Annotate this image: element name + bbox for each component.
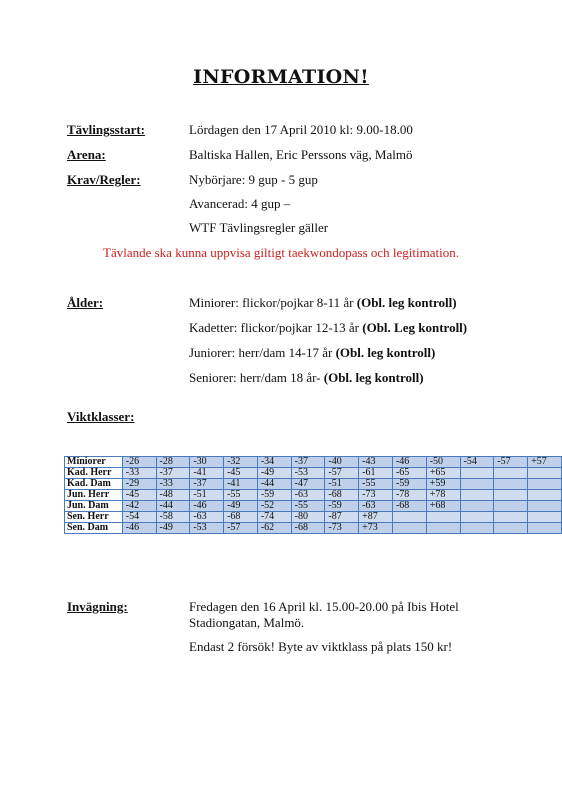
table-cell: -47 [291,479,325,490]
table-row [65,468,562,479]
alder-item: Juniorer: herr/dam 14-17 år (Obl. leg kontroll) [189,345,436,360]
table-cell [494,512,528,523]
row-label: Jun. Dam [65,501,123,512]
table-cell: -37 [291,457,325,468]
table-cell: -33 [156,479,190,490]
table-cell [392,523,426,534]
table-cell: +87 [359,512,393,523]
table-cell [528,468,562,479]
row-label: Jun. Herr [65,490,123,501]
table-cell: -63 [190,512,224,523]
table-cell: -55 [224,490,258,501]
table-cell: +59 [426,479,460,490]
table-cell: +68 [426,501,460,512]
notice-text: Tävlande ska kunna uppvisa giltigt taekwondopass och legitimation. [103,245,459,260]
table-row [65,523,562,534]
invagning-line: Endast 2 försök! Byte av viktklass på plats 150 kr! [189,639,453,654]
table-cell [494,468,528,479]
table-cell: -68 [392,501,426,512]
table-cell: -59 [325,501,359,512]
alder-item: Miniorer: flickor/pojkar 8-11 år (Obl. leg kontroll) [189,295,457,310]
table-cell: -48 [156,490,190,501]
table-cell: -80 [291,512,325,523]
table-cell: -49 [224,501,258,512]
table-cell: -74 [257,512,291,523]
table-cell: -33 [122,468,156,479]
table-cell: -53 [190,523,224,534]
table-cell: -45 [224,468,258,479]
table-cell: -57 [494,457,528,468]
table-cell [528,501,562,512]
table-cell: -40 [325,457,359,468]
table-cell: -68 [291,523,325,534]
table-cell: -59 [257,490,291,501]
table-cell [426,523,460,534]
krav-line: Nybörjare: 9 gup - 5 gup [189,172,318,187]
table-row [65,512,562,523]
table-cell: -57 [325,468,359,479]
arena-value: Baltiska Hallen, Eric Perssons väg, Malmö [189,147,413,162]
row-label: Miniorer [65,457,123,468]
row-label: Kad. Herr [65,468,123,479]
alder-item: Seniorer: herr/dam 18 år- (Obl. leg kontroll) [189,370,424,385]
row-label: Kad. Dam [65,479,123,490]
alder-label: Ålder: [67,295,104,310]
alder-item: Kadetter: flickor/pojkar 12-13 år (Obl. Leg kontroll) [189,320,468,335]
table-cell: -52 [257,501,291,512]
table-cell: -63 [359,501,393,512]
invagning-line: Fredagen den 16 April kl. 15.00-20.00 på Ibis Hotel [189,599,459,614]
table-cell [460,501,494,512]
table-cell: -57 [224,523,258,534]
table-cell [528,490,562,501]
table-cell: -63 [291,490,325,501]
table-cell [494,490,528,501]
table-cell: -73 [359,490,393,501]
table-cell: -54 [460,457,494,468]
krav-label: Krav/Regler: [67,172,141,187]
table-cell: -61 [359,468,393,479]
table-cell: -65 [392,468,426,479]
table-cell: -28 [156,457,190,468]
table-cell [426,512,460,523]
table-cell: -29 [122,479,156,490]
table-cell: -46 [190,501,224,512]
table-cell [528,479,562,490]
table-cell: -42 [122,501,156,512]
viktklasser-label: Viktklasser: [67,409,135,424]
table-cell [460,479,494,490]
table-cell: -43 [359,457,393,468]
table-cell: -46 [122,523,156,534]
table-cell: -32 [224,457,258,468]
table-cell: -68 [325,490,359,501]
row-label: Sen. Herr [65,512,123,523]
table-cell [460,512,494,523]
tavlingsstart-value: Lördagen den 17 April 2010 kl: 9.00-18.00 [189,122,413,137]
table-cell: -55 [291,501,325,512]
krav-line: Avancerad: 4 gup – [189,196,291,211]
table-cell: -54 [122,512,156,523]
table-cell: -30 [190,457,224,468]
table-cell: -44 [156,501,190,512]
table-cell: -44 [257,479,291,490]
table-cell [460,468,494,479]
table-cell: -49 [156,523,190,534]
table-cell: -55 [359,479,393,490]
table-cell: -53 [291,468,325,479]
table-cell: -26 [122,457,156,468]
table-cell: +65 [426,468,460,479]
table-row [65,490,562,501]
table-cell: -45 [122,490,156,501]
table-cell: -37 [190,479,224,490]
table-cell: -59 [392,479,426,490]
page-title: INFORMATION! [193,66,369,88]
table-cell: -46 [392,457,426,468]
table-cell: -34 [257,457,291,468]
table-cell [460,490,494,501]
table-cell [392,512,426,523]
table-cell [494,479,528,490]
weight-class-table [64,456,562,534]
table-cell: -51 [325,479,359,490]
table-cell: -87 [325,512,359,523]
table-row [65,479,562,490]
krav-line: WTF Tävlingsregler gäller [189,220,329,235]
arena-label: Arena: [67,147,106,162]
table-row [65,457,562,468]
table-cell [494,523,528,534]
table-cell [460,523,494,534]
table-cell: -73 [325,523,359,534]
table-cell: +78 [426,490,460,501]
tavlingsstart-label: Tävlingsstart: [67,122,145,137]
invagning-line: Stadiongatan, Malmö. [189,615,305,630]
table-cell: -50 [426,457,460,468]
table-cell: -68 [224,512,258,523]
table-cell: -62 [257,523,291,534]
table-cell: -49 [257,468,291,479]
table-cell [528,523,562,534]
table-cell: -41 [190,468,224,479]
table-cell: -78 [392,490,426,501]
table-row [65,501,562,512]
invagning-label: Invägning: [67,599,128,614]
row-label: Sen. Dam [65,523,123,534]
table-cell: -51 [190,490,224,501]
table-cell [494,501,528,512]
table-cell: -37 [156,468,190,479]
table-cell: +57 [528,457,562,468]
table-cell [528,512,562,523]
table-cell: +73 [359,523,393,534]
table-cell: -41 [224,479,258,490]
table-cell: -58 [156,512,190,523]
